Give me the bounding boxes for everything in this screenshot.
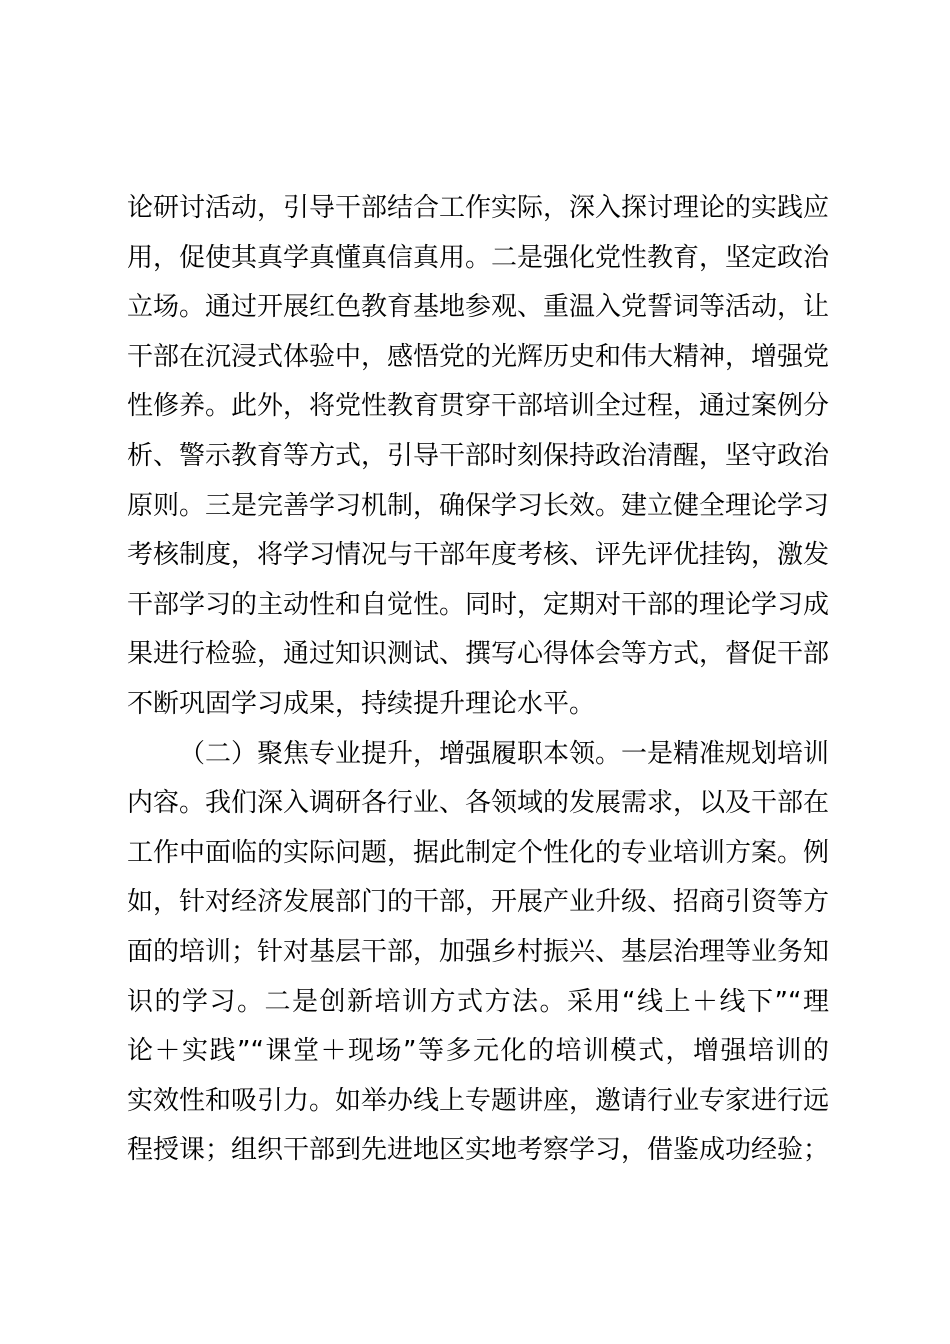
text-line: 如，针对经济发展部门的干部，开展产业升级、招商引资等方 (127, 887, 829, 918)
text-line: 果进行检验，通过知识测试、撰写心得体会等方式，督促干部 (127, 639, 829, 670)
text-line: 面的培训；针对基层干部，加强乡村振兴、基层治理等业务知 (127, 936, 829, 967)
text-line: 用，促使其真学真懂真信真用。二是强化党性教育，坚定政治 (127, 242, 829, 273)
text-line: 工作中面临的实际问题，据此制定个性化的专业培训方案。例 (127, 837, 829, 868)
paragraph-last-line: 不断巩固学习成果，持续提升理论水平。 (127, 688, 596, 719)
text-line: 识的学习。二是创新培训方式方法。采用“线上＋线下”“理 (127, 986, 829, 1017)
text-line: 析、警示教育等方式，引导干部时刻保持政治清醒，坚守政治 (127, 440, 829, 471)
paragraph-first-line: （二）聚焦专业提升，增强履职本领。一是精准规划培训 (179, 738, 829, 769)
text-line: 原则。三是完善学习机制，确保学习长效。建立健全理论学习 (127, 490, 829, 521)
text-line: 实效性和吸引力。如举办线上专题讲座，邀请行业专家进行远 (127, 1085, 829, 1116)
body-text (127, 184, 829, 1176)
text-line: 干部学习的主动性和自觉性。同时，定期对干部的理论学习成 (127, 589, 829, 620)
text-line: 程授课；组织干部到先进地区实地考察学习，借鉴成功经验； (127, 1135, 829, 1166)
text-line: 内容。我们深入调研各行业、各领域的发展需求，以及干部在 (127, 788, 829, 819)
text-line: 干部在沉浸式体验中，感悟党的光辉历史和伟大精神，增强党 (127, 341, 829, 372)
text-line: 论研讨活动，引导干部结合工作实际，深入探讨理论的实践应 (127, 193, 829, 223)
text-line: 考核制度，将学习情况与干部年度考核、评先评优挂钩，激发 (127, 540, 829, 571)
text-line: 性修养。此外，将党性教育贯穿干部培训全过程，通过案例分 (127, 391, 829, 422)
text-line: 立场。通过开展红色教育基地参观、重温入党誓词等活动，让 (127, 292, 829, 323)
text-line: 论＋实践”“课堂＋现场”等多元化的培训模式，增强培训的 (127, 1036, 829, 1067)
